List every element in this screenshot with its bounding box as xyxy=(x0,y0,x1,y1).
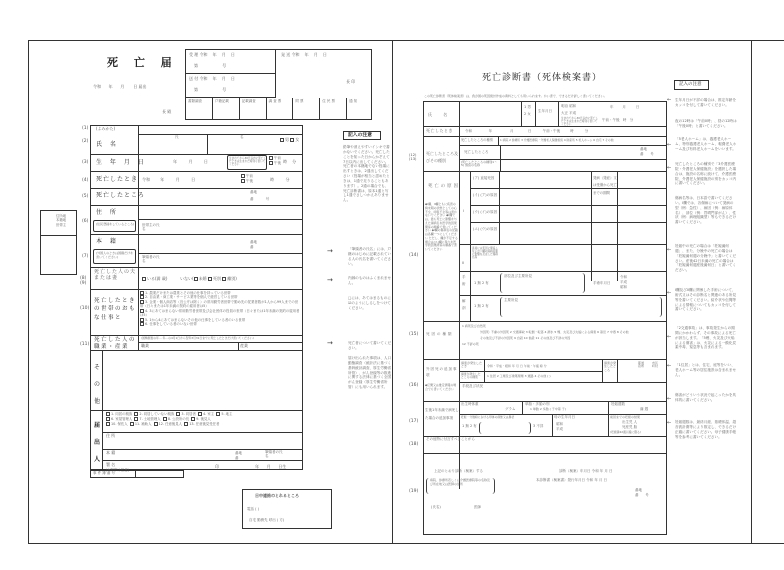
arrow-icon: ← xyxy=(667,247,672,253)
recipient-label: 長 殿 xyxy=(162,109,172,114)
arrow-icon: → xyxy=(327,339,333,347)
arrow-icon: → xyxy=(327,247,333,255)
acceptance-row: 受 理 令和 年 月 日 xyxy=(189,52,235,57)
birth-ampm[interactable]: 午前 午後 xyxy=(269,156,281,166)
certificate-intro: この死亡診断書（死体検案書）は、我が国の死因統計作成の資料としても用いられます。かい書で、できるだけ詳しく書いてください。 xyxy=(424,94,607,98)
notifier-domicile: 本 籍 xyxy=(106,450,116,455)
other-label: そ の 他 xyxy=(94,364,101,405)
contact-options[interactable]: 自宅 勤務先 呼出 ( 方) xyxy=(249,518,285,522)
bottom-border xyxy=(28,543,784,544)
manner-options[interactable]: 1 病死及び自然死 外因死: 不慮の外因死 2 交通事故 3 転倒・転落 4 溺水 5 煙、火災及び火焔による傷害 6 窒息 7 中毒 8 その他 その他及び不詳の外因死 9 自殺 10 他殺 11 その他及び不詳の外因 12 不詳の死 xyxy=(462,324,629,346)
notes-title: 記入の注意 xyxy=(343,131,381,140)
contact-phone[interactable]: 電話 ( ) xyxy=(247,507,259,511)
right-notes-divider xyxy=(751,40,752,544)
address-label: 住 所 xyxy=(96,209,119,216)
daytime-contact-box: 日中連絡のとれるところ 電話 ( ) 自宅 勤務先 呼出 ( 方) xyxy=(242,489,332,529)
notifier-label: 届 出 人 xyxy=(94,422,101,463)
place-type-options[interactable]: 1 病院 2 診療所 3 介護医療院・介護老人保健施設 4 助産所 5 老人ホーム 6 自宅 7 その他 xyxy=(500,138,614,142)
arrow-icon: ← xyxy=(667,142,672,148)
right-notes-title: 記入の注意 xyxy=(674,80,709,90)
arrow-icon: ← xyxy=(667,396,672,402)
notifier-qualifications[interactable]: 1. 同居の親族 2. 同居していない親族 3. 同居者 4. 家主 5. 地主 6. 家屋管理人 7. 土地管理人 8. 公設所の長 9. 後見人 10. 保佐人 11. 補助人 12. 任意後見人 13. 任意後見受任者 xyxy=(106,412,301,426)
arrow-icon: ← xyxy=(667,165,672,171)
sex-checkbox[interactable]: 男 女 xyxy=(280,138,299,142)
form-title: 死 亡 届 xyxy=(107,56,178,69)
spouse-label: 死亡した人の夫または妻 xyxy=(94,269,137,281)
notifier-address: 住 所 xyxy=(106,433,116,438)
arrow-icon: ← xyxy=(667,363,672,369)
domicile-label: 本 籍 xyxy=(96,238,119,245)
arrow-icon: → xyxy=(327,276,333,284)
notifier-signature[interactable]: 署 名 (※押印は任意) xyxy=(106,462,130,473)
office-head-seal: 長 印 xyxy=(346,79,356,84)
name-label: 氏 名 xyxy=(96,141,119,148)
top-border xyxy=(28,40,784,41)
death-place-label: 死亡したところ xyxy=(96,192,146,199)
case-number-box: 事 件 簿 番 号 xyxy=(90,470,184,478)
delivery-row: 送 付 令和 年 月 日 xyxy=(189,76,235,81)
household-job-options[interactable]: 1. 農業だけまたは農業とその他の仕事を持っている世帯 2. 自由業・商工業・サービス業等を個人で経営している世帯 3. 企業・個人商店等（官公庁は除く）の常用勤労者世帯で勤め先の従業者数が1人から99人までの世帯（日々または1年未満の契約の雇用者は5） 4. 3にあてはまらない常用勤労者世帯及び会社団体の役員の世帯（日々または1年未満の契約の雇用者は5） 5. 1から4にあてはまらないその他の仕事をしている者のいる世帯 6. 仕事をしている者のいない世帯 xyxy=(140,291,300,326)
arrow-icon: ← xyxy=(667,290,672,296)
certificate-title: 死亡診断書（死体検案書） xyxy=(482,73,603,83)
arrow-icon: ← xyxy=(667,420,672,426)
death-time-label: 死亡したとき xyxy=(96,176,139,183)
office-use-box: 受 理 令和 年 月 日 第 号 発 送 令和 年 月 日 送 付 令和 年 月 日 第 号 長 印 書類調査 戸籍記載 記載調査 調 査 票 附 票 住 民 票 通 知 xyxy=(185,49,372,120)
household-job-label: 死亡したときの世帯のおもな仕事と xyxy=(94,298,137,321)
submission-date: 令和 年 月 日 届出 xyxy=(93,84,147,89)
death-ampm[interactable]: 午前 午後 xyxy=(241,174,253,184)
dispatch-row: 発 送 令和 年 月 日 xyxy=(281,52,327,57)
center-divider xyxy=(392,40,393,544)
arrow-icon: ← xyxy=(667,334,672,340)
birth-time-note: 生まれてから30日以内に死亡したときは生まれた時刻も書いてください xyxy=(227,155,267,170)
row-num-1: (1) xyxy=(82,126,89,131)
arrow-icon: ← xyxy=(667,97,672,103)
side-stamp-box: 住所地 本籍地 世帯主 xyxy=(40,210,77,275)
spouse-options[interactable]: いる(満 歳) いない( 未婚 死別 離別) xyxy=(142,277,237,281)
birthdate-label: 生 年 月 日 xyxy=(96,159,147,166)
occupation-label: 死亡した人の職業・産業 xyxy=(94,337,137,350)
left-border xyxy=(28,40,29,544)
reading-label: (よみかた) xyxy=(96,126,116,131)
check-columns: 書類調査 戸籍記載 記載調査 調 査 票 附 票 住 民 票 通 知 xyxy=(186,98,373,120)
